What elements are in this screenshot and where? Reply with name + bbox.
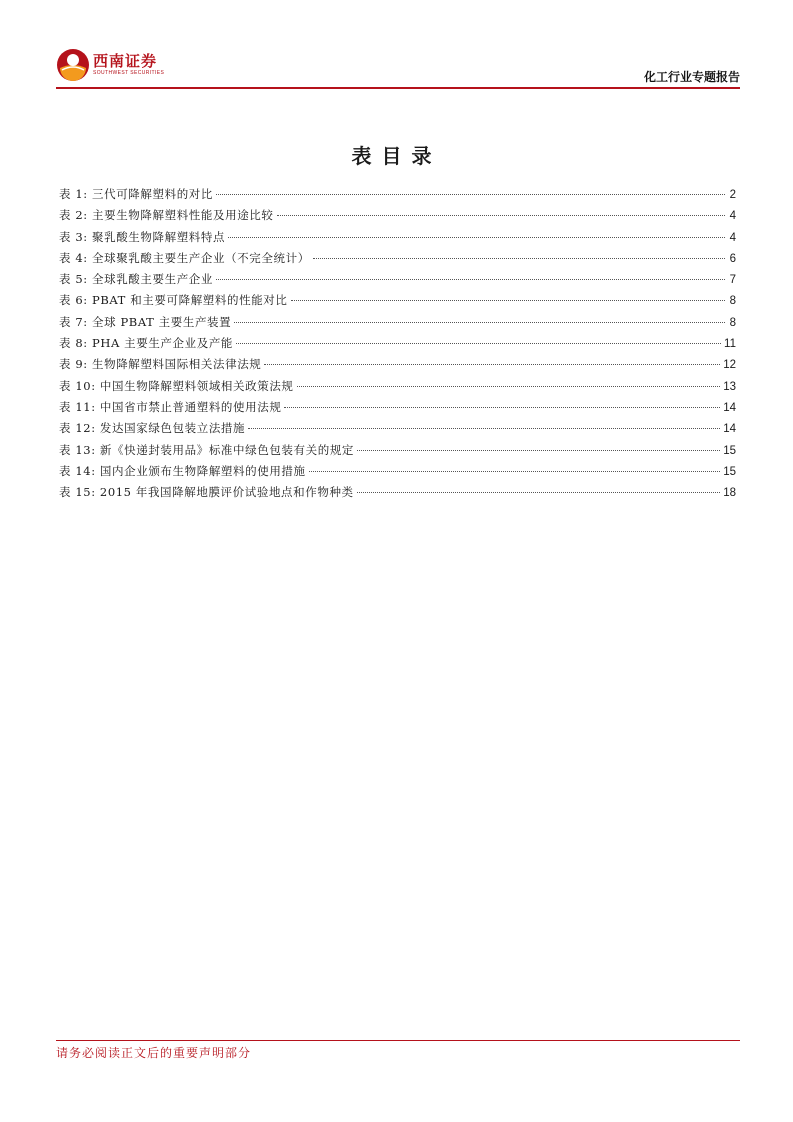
logo-english-name: SOUTHWEST SECURITIES [93,70,165,76]
header-divider [56,87,740,89]
toc-entry[interactable] [59,399,736,420]
toc-entry[interactable] [59,292,736,313]
footer-divider [56,1040,740,1041]
toc-entry-label: 表 13: 新《快递封装用品》标准中绿色包装有关的规定 [59,442,355,457]
footer-disclaimer: 请务必阅读正文后的重要声明部分 [56,1046,252,1060]
toc-leader-dots [216,279,725,280]
toc-entry-label: 表 6: PBAT 和主要可降解塑料的性能对比 [59,293,288,308]
toc-entry[interactable] [59,250,736,271]
toc-leader-dots [216,194,725,195]
toc-entry-page: 4 [729,231,736,244]
toc-entry[interactable] [59,186,736,207]
toc-entry[interactable] [59,356,736,377]
toc-entry-label: 表 12: 发达国家绿色包装立法措施 [59,421,246,436]
toc-entry-page: 15 [723,465,736,478]
table-of-contents [59,186,736,505]
toc-entry-page: 8 [729,316,736,329]
toc-entry-page: 15 [723,444,736,457]
toc-leader-dots [357,450,720,451]
toc-entry-page: 11 [724,338,736,351]
toc-entry-page: 8 [729,295,736,308]
toc-entry[interactable] [59,229,736,250]
toc-entry-page: 7 [729,274,736,287]
toc-entry-label: 表 15: 2015 年我国降解地膜评价试验地点和作物种类 [59,485,354,500]
toc-leader-dots [248,428,720,429]
toc-leader-dots [357,492,721,493]
toc-entry[interactable] [59,335,736,356]
toc-leader-dots [313,258,725,259]
toc-entry-label: 表 2: 主要生物降解塑料性能及用途比较 [59,208,274,223]
toc-entry-page: 18 [723,487,736,500]
toc-entry-page: 12 [723,359,736,372]
toc-leader-dots [236,343,721,344]
toc-entry-page: 14 [723,401,736,414]
company-logo [56,48,164,82]
toc-entry[interactable] [59,314,736,335]
toc-entry-page: 13 [723,380,736,393]
toc-entry[interactable] [59,207,736,228]
toc-leader-dots [228,237,725,238]
page-header [56,40,740,88]
toc-entry-label: 表 7: 全球 PBAT 主要生产装置 [59,314,232,329]
toc-entry-label: 表 3: 聚乳酸生物降解塑料特点 [59,229,226,244]
toc-entry-label: 表 14: 国内企业颁布生物降解塑料的使用措施 [59,463,306,478]
toc-entry[interactable] [59,463,736,484]
report-type: 化工行业专题报告 [643,70,740,84]
toc-leader-dots [264,364,720,365]
toc-leader-dots [291,300,726,301]
toc-leader-dots [309,471,721,472]
toc-entry[interactable] [59,271,736,292]
toc-entry-label: 表 10: 中国生物降解塑料领域相关政策法规 [59,378,294,393]
toc-entry[interactable] [59,378,736,399]
toc-entry-label: 表 9: 生物降解塑料国际相关法律法规 [59,357,262,372]
toc-entry-label: 表 11: 中国省市禁止普通塑料的使用法规 [59,399,282,414]
toc-leader-dots [277,215,725,216]
toc-entry-page: 2 [729,189,736,201]
toc-entry[interactable] [59,420,736,441]
toc-entry-label: 表 1: 三代可降解塑料的对比 [59,187,214,201]
toc-entry-page: 4 [729,210,736,223]
toc-entry[interactable] [59,442,736,463]
toc-leader-dots [297,386,721,387]
toc-entry-label: 表 5: 全球乳酸主要生产企业 [59,272,214,287]
toc-title: 表目录 [351,144,442,168]
logo-chinese-name: 西南证券 [93,52,158,70]
toc-entry-label: 表 4: 全球聚乳酸主要生产企业（不完全统计） [59,250,310,265]
toc-leader-dots [234,322,725,323]
toc-leader-dots [284,407,720,408]
toc-entry-page: 14 [723,423,736,436]
toc-entry-page: 6 [729,252,736,265]
logo-emblem-icon [56,48,90,82]
toc-entry-label: 表 8: PHA 主要生产企业及产能 [59,336,234,351]
toc-entry[interactable] [59,484,736,505]
